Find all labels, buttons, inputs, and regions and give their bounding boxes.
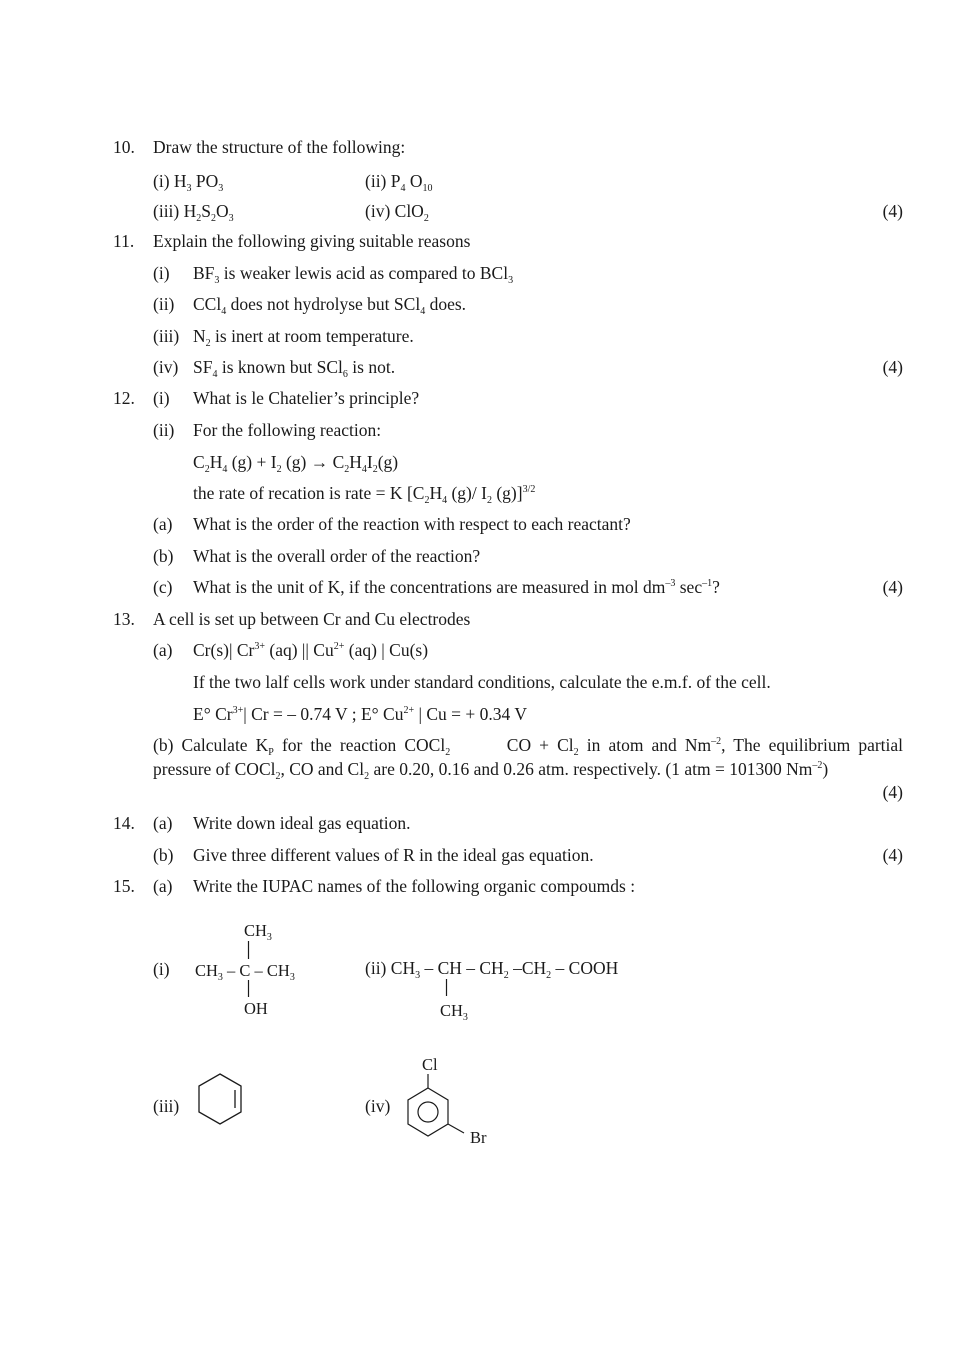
q11-marks: (4) [882,357,903,377]
q12-c-text: What is the unit of K, if the concentrations are measured in mol $dm^{-3}$ $\sec^{-1}$? [193,577,720,597]
q15-a-number: (a) [153,876,173,896]
struct-i-bond-top [247,941,251,961]
q11-iii-text: $N_2$ is inert at room temperature. [193,326,414,349]
q12-equation: $C_2H_4$ $(g) + I_2$ $(g) \to C_2H_4I_2(g)$ [193,452,399,475]
q12-a-text: What is the order of the reaction with respect to each reactant? [193,514,631,534]
struct-i-bottom-group: OH [244,999,268,1018]
q13-b-line1: (b) Calculate $K_P$ for the reaction COCl$_2$ CO + $Cl_2$ in atom and $Nm^{-2}$, The equilibrium partial [153,735,904,758]
q13-number: 13. [113,609,135,629]
q13-b-line2: pressure of COCl$_2$, CO and $Cl_2$ are 0.20, 0.16 and 0.26 atm. respectively. (1 atm = 101300 $Nm^{-2}$) [153,759,829,782]
q14-b-number: (b) [153,845,174,865]
q12-b-number: (b) [153,546,174,566]
q10-item-ii: (ii) $P_4$ $O_{10}$ [365,171,433,194]
q11-iv-text: $SF_4$ is known but SCl$_6$ is not. [193,357,396,380]
benzene-ring [400,1070,475,1145]
struct-i-bond-bottom [247,980,251,1000]
q14-b-text: Give three different values of R in the ideal gas equation. [193,845,594,865]
q11-ii-number: (ii) [153,294,175,314]
struct-iv-bromo: Br [470,1128,487,1147]
q15-iii-label: (iii) [153,1096,180,1116]
q12-i-number: (i) [153,388,170,408]
struct-i-main-chain: $CH_3$ – C – $CH_3$ [195,961,295,983]
q10-marks: (4) [882,201,903,221]
q12-a-number: (a) [153,514,173,534]
q11-number: 11. [113,231,135,251]
q14-number: 14. [113,813,135,833]
q11-iii-number: (iii) [153,326,180,346]
q11-iv-number: (iv) [153,357,179,377]
q12-number: 12. [113,388,135,408]
q10-item-i: (i) $H_3$ $PO_3$ [153,171,224,194]
q13-cell-notation: Cr(s)| $Cr^{3+}$ (aq) || $Cu^{2+}$ (aq) | Cu(s) [193,640,429,660]
q15-i-label: (i) [153,959,170,979]
q10-number: 10. [113,137,135,157]
q11-text: Explain the following giving suitable reasons [153,231,471,251]
q10-item-iv: (iv) ClO$_2$ [365,201,429,224]
q12-rate-law: the rate of recation is rate = K [$C_2H_4$ (g)/ $I_2$ (g)]$^{3/2}$ [193,483,536,506]
q11-i-text: $BF_3$ is weaker lewis acid as compared to BCl$_3$ [193,263,514,286]
q14-a-number: (a) [153,813,173,833]
q11-ii-text: CCl$_4$ does not hydrolyse but SCl$_4$ does. [193,294,467,317]
q13-a-question: If the two lalf cells work under standard conditions, calculate the e.m.f. of the cell. [193,672,771,692]
struct-ii-methyl: $CH_3$ [440,1001,468,1023]
q12-c-number: (c) [153,577,173,597]
q15-a-text: Write the IUPAC names of the following organic compoumds : [193,876,636,896]
struct-iv-chloro: Cl [422,1055,438,1074]
q12-marks: (4) [882,577,903,597]
q11-i-number: (i) [153,263,170,283]
struct-i-top-group: $CH_3$ [244,921,272,943]
q12-ii-text: For the following reaction: [193,420,382,440]
q12-i-text: What is le Chatelier’s principle? [193,388,420,408]
q15-number: 15. [113,876,135,896]
q12-ii-number: (ii) [153,420,175,440]
struct-ii: (ii) $CH_3$ – CH – $CH_2$ $-CH_2$ – COOH [365,958,619,981]
q12-b-text: What is the overall order of the reaction? [193,546,481,566]
q13-a-number: (a) [153,640,173,660]
struct-ii-bond [445,979,449,999]
q13-electrode-potentials: E° $Cr^{3+}|$ Cr = – 0.74 V ; E° $Cu^{2+}$ | Cu = + 0.34 V [193,704,527,724]
cyclohexene-ring [196,1072,246,1128]
q13-text: A cell is set up between Cr and Cu electrodes [153,609,471,629]
q14-marks: (4) [882,845,903,865]
q14-a-text: Write down ideal gas equation. [193,813,411,833]
q13-marks: (4) [882,782,903,802]
q10-text: Draw the structure of the following: [153,137,406,157]
q15-iv-label: (iv) [365,1096,391,1116]
q10-item-iii: (iii) $H_2S_2O_3$ [153,201,234,224]
